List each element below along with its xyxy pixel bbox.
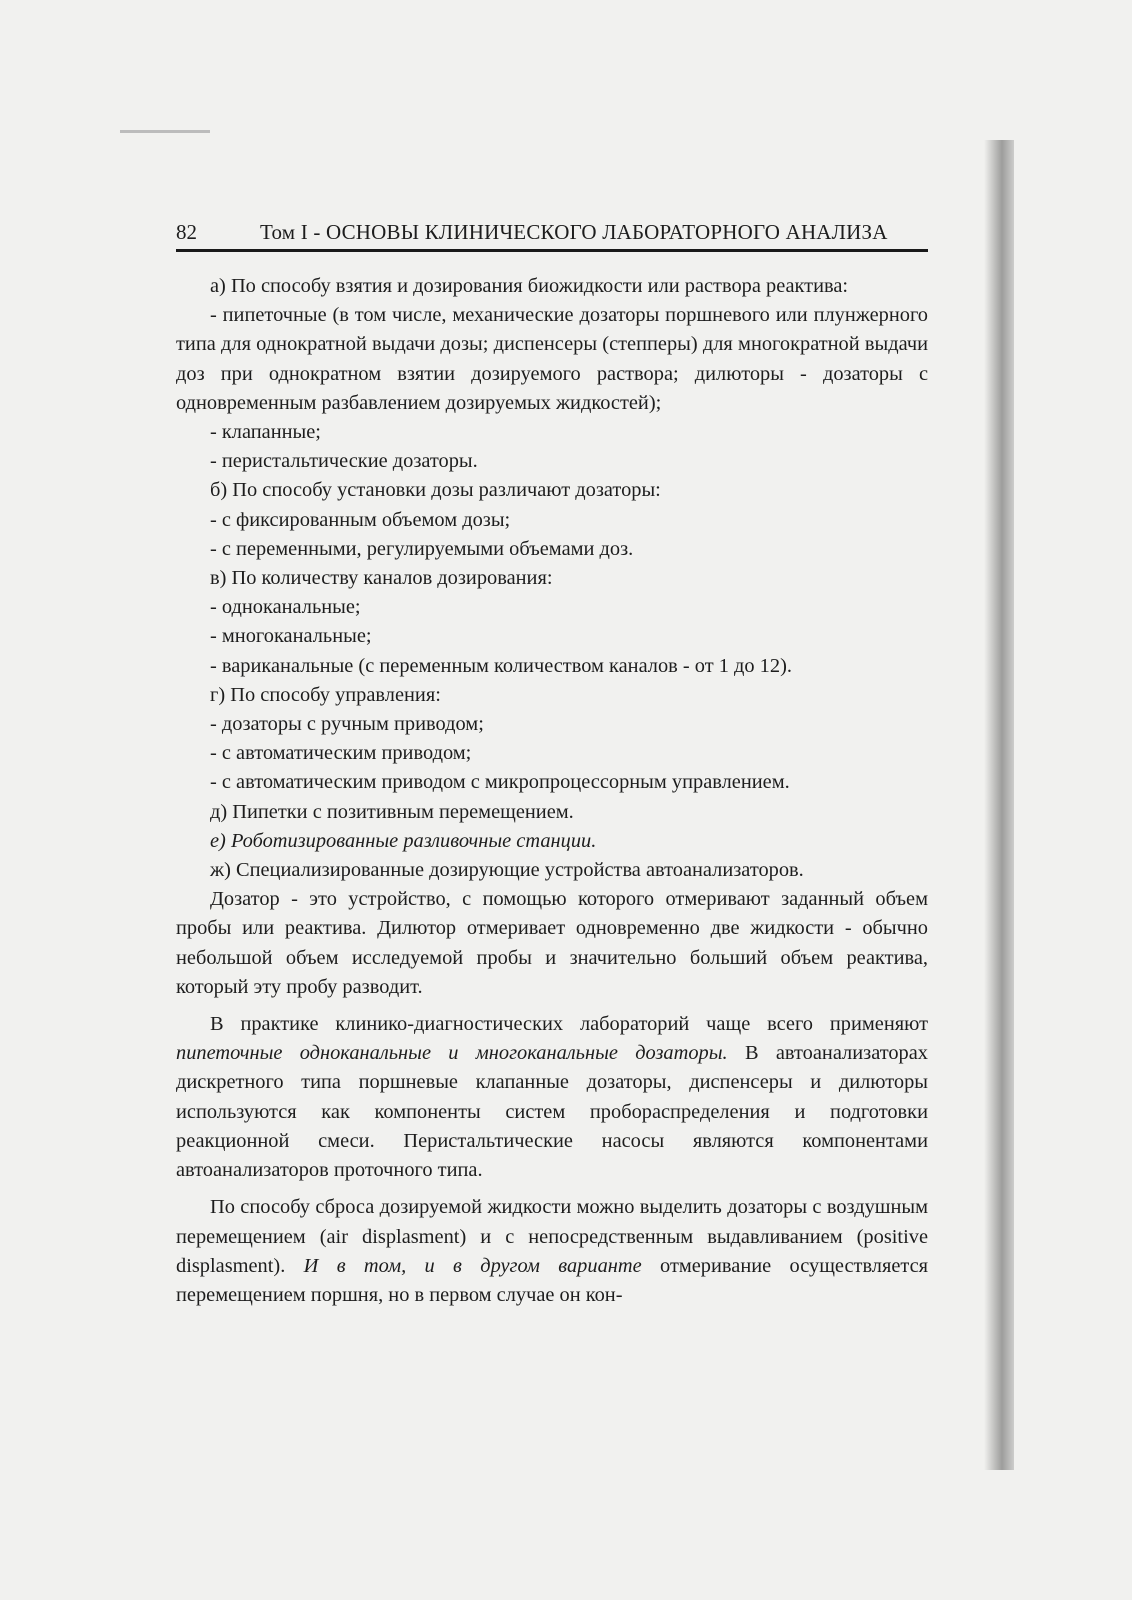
paragraph-displacement-start: По способу сброса дозируемой жидкости можно выделить дозаторы с воздушным перемещением (air displasment) и с непосредственным выдавливанием (positive displasment). [176, 1196, 928, 1277]
section-v-title: в) По количеству каналов дозирования: [210, 567, 553, 590]
paragraph-practice-end: В автоанализаторах дискретного типа поршневые клапанные дозаторы, диспенсеры и дилюторы используются как компоненты систем пробораспределения и подготовки реакционной смеси. Перистальтические насосы являются компонентами автоанализаторов проточного типа. [176, 1042, 928, 1182]
paragraph-dozator-definition: Дозатор - это устройство, с помощью которого отмеривают заданный объем пробы или реактива. Дилютор отмеривает одновременно две жидкости - обычно небольшой объем исследуемой пробы и значительно больший объем реактива, который эту пробу разводит. [176, 888, 928, 998]
running-title: Том I - ОСНОВЫ КЛИНИЧЕСКОГО ЛАБОРАТОРНОГО АНАЛИЗА [260, 220, 888, 244]
section-b-item: - с фиксированным объемом дозы; [210, 508, 511, 531]
paragraph-practice-start: В практике клинико-диагностических лабораторий чаще всего применяют [210, 1013, 928, 1036]
paragraph-displacement-end: отмеривание осуществляется перемещением поршня, но в первом случае он кон- [176, 1254, 928, 1306]
section-g-item: - с автоматическим приводом; [210, 742, 472, 765]
section-a-item: - пипеточные (в том числе, механические дозаторы поршневого или плунжерного типа для однократной выдачи дозы; диспенсеры (степперы) для многократной выдачи доз при однократном взятии дозируемого раствора; дилюторы - дозаторы с одновременным разбавлением дозируемых жидкостей); [176, 304, 928, 414]
section-v-item: - одноканальные; [210, 596, 361, 619]
scan-smudge [120, 130, 210, 133]
section-d-title: д) Пипетки с позитивным перемещением. [210, 800, 574, 823]
section-zh-title: ж) Специализированные дозирующие устройства автоанализаторов. [210, 859, 804, 882]
section-a-title: а) По способу взятия и дозирования биожидкости или раствора реактива: [210, 275, 849, 297]
paragraph-practice [176, 1010, 928, 1185]
paragraph-displacement-emphasis: И в том, и в другом варианте [303, 1254, 642, 1277]
section-g-item: - дозаторы с ручным приводом; [210, 713, 484, 736]
page-body [176, 272, 928, 1310]
section-v-item: - вариканальные (с переменным количеством каналов - от 1 до 12). [210, 654, 792, 677]
page-number: 82 [176, 220, 197, 244]
section-a-item: - клапанные; [210, 421, 321, 444]
page-header [176, 220, 928, 252]
page-gutter-shadow [984, 140, 1014, 1470]
section-b-title: б) По способу установки дозы различают дозаторы: [210, 479, 661, 502]
section-b-item: - с переменными, регулируемыми объемами доз. [210, 537, 634, 560]
section-g-title: г) По способу управления: [210, 683, 441, 706]
section-g-item: - с автоматическим приводом с микропроцессорным управлением. [210, 771, 790, 794]
paragraph-practice-emphasis: пипеточные одноканальные и многоканальные дозаторы. [176, 1042, 728, 1065]
book-page [176, 220, 928, 1310]
section-a-item: - перистальтические дозаторы. [210, 450, 478, 473]
section-e-title: е) Роботизированные разливочные станции. [210, 829, 597, 852]
section-v-item: - многоканальные; [210, 625, 372, 648]
paragraph-displacement [176, 1193, 928, 1310]
